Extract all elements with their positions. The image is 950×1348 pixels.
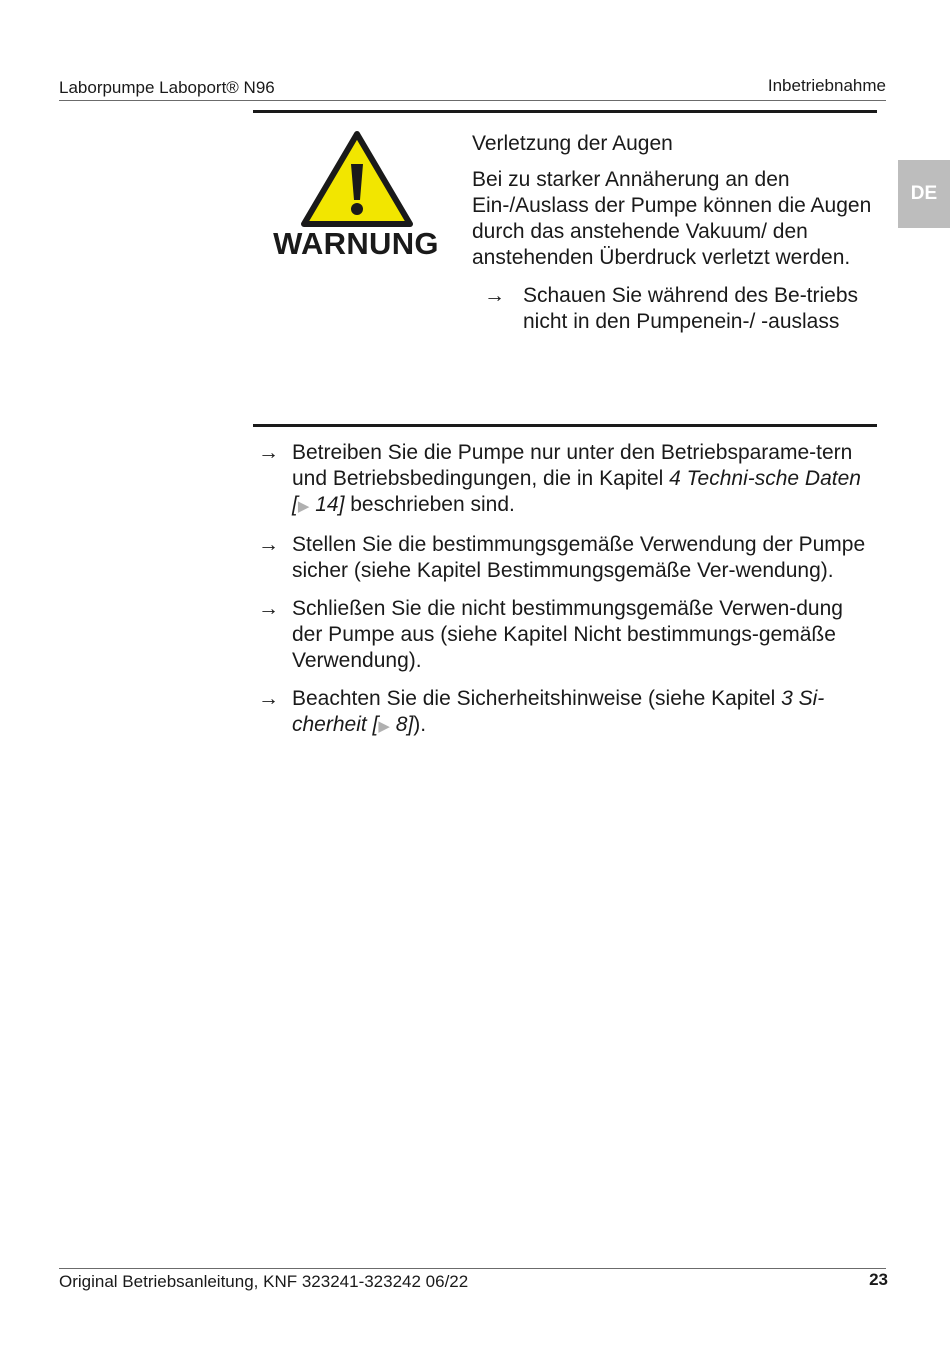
warning-instruction	[472, 283, 872, 335]
warning-message	[472, 131, 872, 335]
header-chapter-title: Inbetriebnahme	[767, 76, 886, 95]
list-item	[258, 532, 868, 584]
warning-body: Bei zu starker Annäherung an den Ein-/Auslass der Pumpe können die Augen durch das anstehende Vakuum/ den anstehenden Überdruck verletzt werden.	[472, 168, 872, 269]
warning-triangle-icon	[300, 130, 414, 228]
arrow-right-icon: →	[258, 441, 279, 464]
step-text: Stellen Sie die bestimmungsgemäße Verwendung der Pumpe sicher (siehe Kapitel Bestimmungsgemäße Ver-wendung).	[292, 533, 866, 582]
cross-reference-link[interactable]: 3 Si-cherheit [▶ 8]	[292, 687, 825, 736]
page-ref-icon: ▶	[297, 498, 310, 515]
step-text: Schließen Sie die nicht bestimmungsgemäße Verwen-dung der Pumpe aus (siehe Kapitel Nicht bestimmungs-gemäße Verwendung).	[292, 597, 843, 672]
footer-document-info: Original Betriebsanleitung, KNF 323241-323242 06/22	[59, 1272, 469, 1291]
step-text-tail: beschrieben sind.	[344, 493, 515, 516]
list-item	[258, 440, 868, 520]
step-text: Beachten Sie die Sicherheitshinweise (siehe Kapitel	[292, 687, 782, 710]
cross-reference-link[interactable]: 4 Techni-sche Daten [▶ 14]	[292, 467, 861, 516]
warning-title: Verletzung der Augen	[472, 132, 673, 155]
warning-bottom-rule	[253, 424, 877, 427]
list-item	[258, 596, 868, 674]
warning-top-rule	[253, 110, 877, 113]
page-number: 23	[869, 1270, 888, 1289]
instruction-list	[258, 440, 868, 752]
language-tab: DE	[898, 160, 950, 228]
step-text: Betreiben Sie die Pumpe nur unter den Betriebsparame-tern und Betriebsbedingungen, die in Kapitel	[292, 441, 853, 490]
arrow-right-icon: →	[258, 597, 279, 620]
warning-instruction-text: Schauen Sie während des Be-triebs nicht in den Pumpenein-/ -auslass	[523, 284, 859, 333]
arrow-right-icon: →	[484, 284, 505, 307]
arrow-right-icon: →	[258, 533, 279, 556]
header-document-title: Laborpumpe Laboport® N96	[59, 78, 275, 97]
list-item	[258, 686, 868, 740]
step-text-tail: ).	[413, 713, 427, 736]
warning-label: WARNUNG	[273, 226, 439, 261]
footer-divider	[59, 1268, 886, 1269]
page-ref-icon: ▶	[378, 718, 390, 735]
header-divider	[59, 100, 886, 101]
arrow-right-icon: →	[258, 687, 279, 710]
